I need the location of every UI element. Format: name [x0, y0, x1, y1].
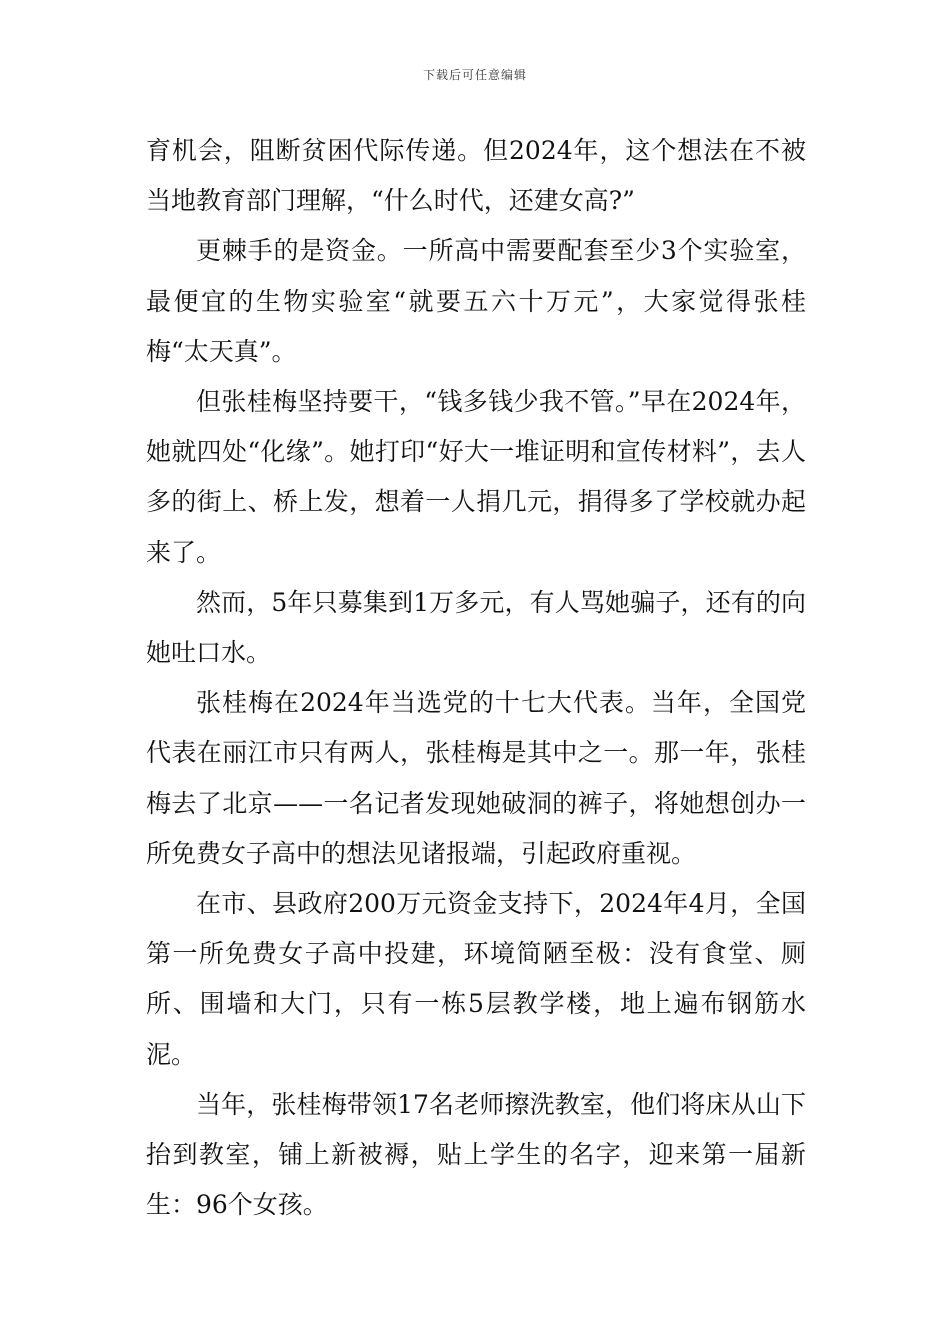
- paragraph-3: 但张桂梅坚持要干，“钱多钱少我不管。”早在2024年，她就四处“化缘”。她打印“好大一堆证明和宣传材料”，去人多的街上、桥上发，想着一人捐几元，捐得多了学校就办起来了。: [146, 387, 806, 567]
- page-header: 下载后可任意编辑: [422, 68, 527, 82]
- article-body: [146, 126, 806, 1230]
- paragraph-6: 在市、县政府200万元资金支持下，2024年4月，全国第一所免费女子高中投建，环境简陋至极：没有食堂、厕所、围墙和大门，只有一栋5层教学楼，地上遍布钢筋水泥。: [146, 889, 806, 1069]
- paragraph-7: 当年，张桂梅带领17名老师擦洗教室，他们将床从山下抬到教室，铺上新被褥，贴上学生的名字，迎来第一届新生：96个女孩。: [146, 1089, 806, 1220]
- paragraph-1: 育机会，阻断贫困代际传递。但2024年，这个想法在不被当地教育部门理解，“什么时代，还建女高?”: [146, 136, 806, 216]
- paragraph-4: 然而，5年只募集到1万多元，有人骂她骗子，还有的向她吐口水。: [146, 587, 806, 668]
- paragraph-5: 张桂梅在2024年当选党的十七大代表。当年，全国党代表在丽江市只有两人，张桂梅是其中之一。那一年，张桂梅去了北京——一名记者发现她破洞的裤子，将她想创办一所免费女子高中的想法见诸报端，引起政府重视。: [146, 688, 806, 868]
- paragraph-2: 更棘手的是资金。一所高中需要配套至少3个实验室，最便宜的生物实验室“就要五六十万元”，大家觉得张桂梅“太天真”。: [146, 236, 806, 366]
